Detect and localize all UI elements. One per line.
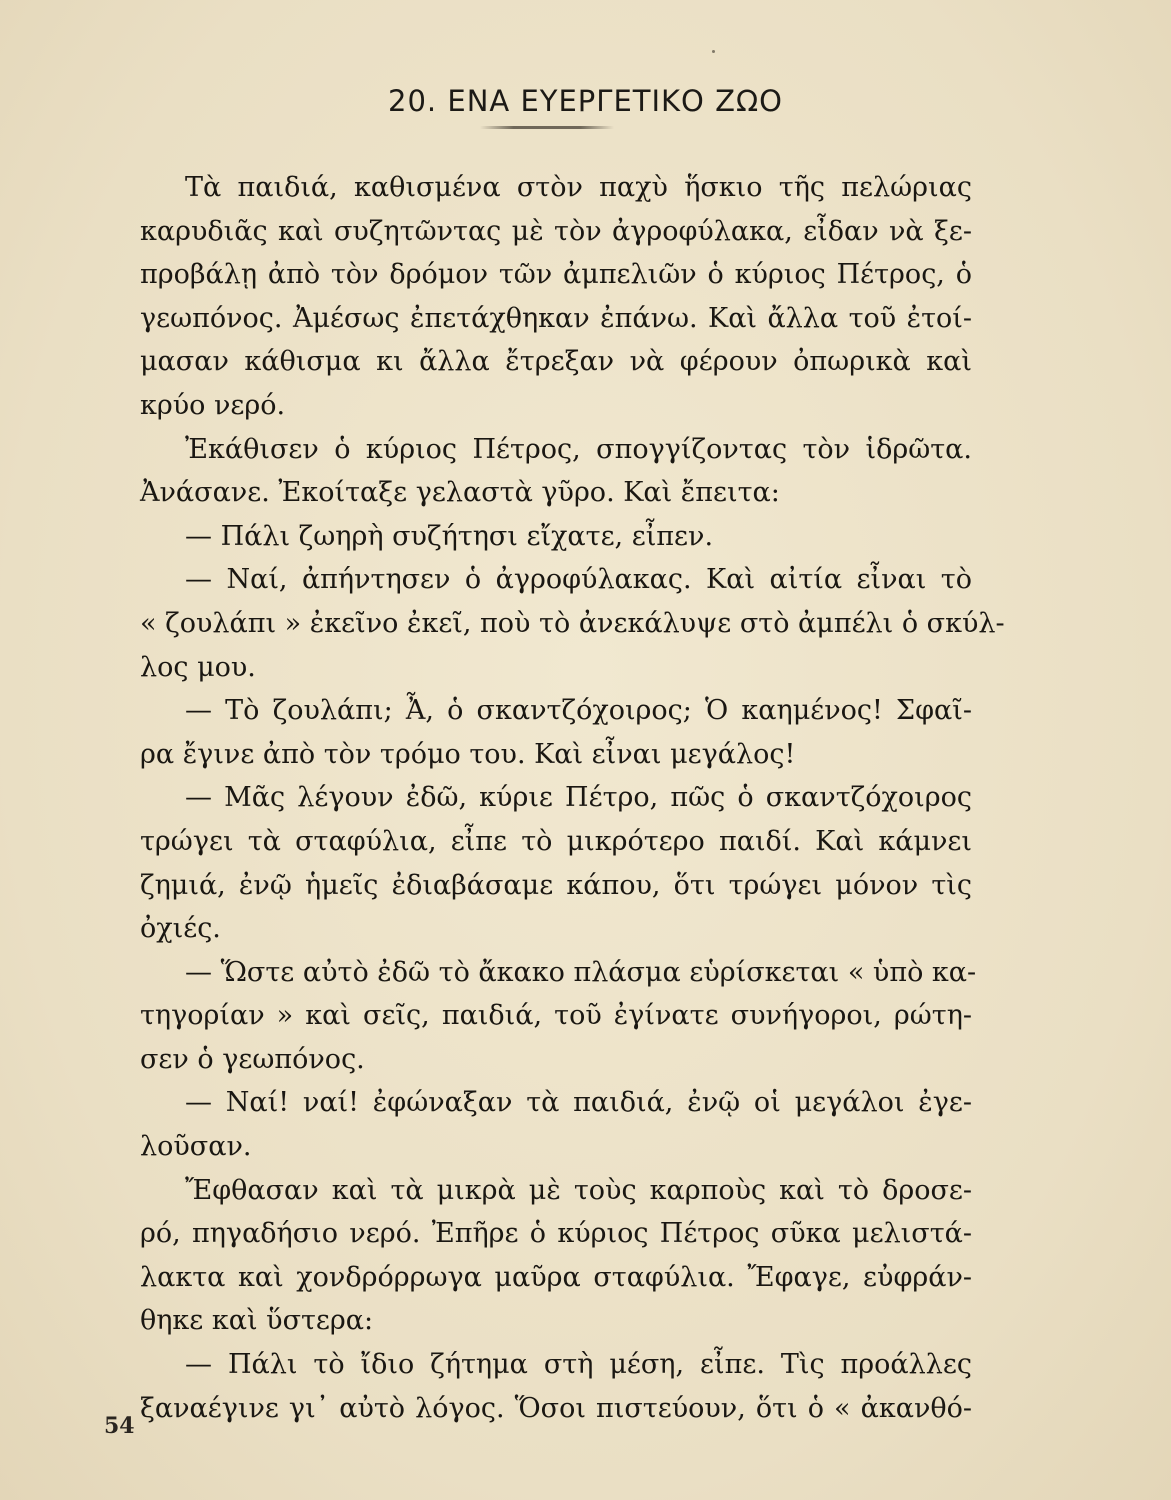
text-line-content: Τὰ παιδιά, καθισμένα στὸν παχὺ ἥσκιο τῆς πελώριας [185,172,972,203]
text-line-content: ξαναέγινε γι᾿ αὐτὸ λόγος. Ὅσοι πιστεύουν, ὅτι ὁ « ἀκανθό- [140,1392,972,1424]
text-line [140,340,972,384]
text-line [140,210,972,254]
text-line [140,646,972,690]
text-line-content: καρυδιᾶς καὶ συζητῶντας μὲ τὸν ἀγροφύλακα, εἶδαν νὰ ξε- [140,215,972,247]
title-underline [480,126,614,129]
text-line-content: Ἀνάσανε. Ἐκοίταξε γελαστὰ γῦρο. Καὶ ἔπειτα: [140,477,780,509]
text-line-content: τηγορίαν » καὶ σεῖς, παιδιά, τοῦ ἐγίνατε συνήγοροι, ρώτη- [140,1000,972,1032]
text-line-content: Ἐκάθισεν ὁ κύριος Πέτρος, σπογγίζοντας τὸν ἱδρῶτα. [185,433,972,465]
text-line-content: γεωπόνος. Ἀμέσως ἐπετάχθηκαν ἐπάνω. Καὶ ἄλλα τοῦ ἐτοί- [140,302,972,334]
text-line-content: κρύο νερό. [140,389,286,421]
text-line-content: — Ναί, ἀπήντησεν ὁ ἀγροφύλακας. Καὶ αἰτία εἶναι τὸ [185,564,972,596]
text-line-content: λοῦσαν. [140,1131,252,1163]
text-line [140,1212,972,1256]
text-line [140,733,972,777]
text-line-content: ὀχιές. [140,913,221,945]
text-line [140,1081,972,1125]
text-line [140,820,972,864]
chapter-title: 20. ΕΝΑ ΕΥΕΡΓΕΤΙΚΟ ΖΩΟ [388,84,783,118]
text-line-content: — Πάλι τὸ ἴδιο ζήτημα στὴ μέση, εἶπε. Τὶς προάλλες [185,1349,972,1381]
text-line-content: ρό, πηγαδήσιο νερό. Ἐπῆρε ὁ κύριος Πέτρος σῦκα μελιστά- [140,1218,972,1250]
text-line [140,689,972,733]
text-line-content: — Τὸ ζουλάπι; Ἆ, ὁ σκαντζόχοιρος; Ὁ καημένος! Σφαῖ- [185,695,972,727]
text-line [140,1038,972,1082]
text-line-content: — Ὥστε αὐτὸ ἐδῶ τὸ ἄκακο πλάσμα εὑρίσκεται « ὑπὸ κα- [185,956,977,988]
text-line-content: ρα ἔγινε ἀπὸ τὸν τρόμο του. Καὶ εἶναι μεγάλος! [140,738,796,770]
print-speck [712,50,715,53]
text-line-content: ζημιά, ἐνῷ ἡμεῖς ἐδιαβάσαμε κάπου, ὅτι τρώγει μόνον τὶς [140,869,972,901]
text-line [140,428,972,472]
text-line [140,471,972,515]
text-line [140,1387,972,1431]
text-line [140,253,972,297]
text-line-content: θηκε καὶ ὕστερα: [140,1305,374,1337]
text-line-content: — Πάλι ζωηρὴ συζήτησι εἴχατε, εἶπεν. [185,520,714,552]
chapter-body-text [140,166,1005,1430]
text-line-content: λος μου. [140,651,256,683]
text-line-content: « ζουλάπι » ἐκεῖνο ἐκεῖ, ποὺ τὸ ἀνεκάλυψε στὸ ἀμπέλι ὁ σκύλ- [140,607,1005,639]
text-line-content: προβάλῃ ἀπὸ τὸν δρόμον τῶν ἀμπελιῶν ὁ κύριος Πέτρος, ὁ [140,259,972,291]
text-line [140,1256,972,1300]
text-line [140,384,972,428]
text-line [140,297,972,341]
text-line-content: τρώγει τὰ σταφύλια, εἶπε τὸ μικρότερο παιδί. Καὶ κάμνει [140,825,972,857]
page-number: 54 [104,1413,135,1439]
text-line [140,1299,972,1343]
text-line-content: μασαν κάθισμα κι ἄλλα ἔτρεξαν νὰ φέρουν ὀπωρικὰ καὶ [140,346,972,378]
text-line-content: — Ναί! ναί! ἐφώναξαν τὰ παιδιά, ἐνῷ οἱ μεγάλοι ἐγε- [185,1087,972,1119]
text-line [140,1169,972,1213]
text-line-content: — Μᾶς λέγουν ἐδῶ, κύριε Πέτρο, πῶς ὁ σκαντζόχοιρος [185,782,972,814]
text-line-content: Ἔφθασαν καὶ τὰ μικρὰ μὲ τοὺς καρποὺς καὶ τὸ δροσε- [185,1174,972,1206]
text-line [140,166,972,210]
text-line [140,515,972,559]
text-line [140,907,972,951]
text-line-content: σεν ὁ γεωπόνος. [140,1043,365,1075]
text-line [140,602,1005,646]
text-line-content: λακτα καὶ χονδρόρρωγα μαῦρα σταφύλια. Ἔφαγε, εὐφράν- [140,1261,972,1293]
text-line [140,994,972,1038]
text-line [140,951,977,995]
text-line [140,1343,972,1387]
text-line [140,776,972,820]
text-line [140,864,972,908]
text-line [140,558,972,602]
text-line [140,1125,972,1169]
